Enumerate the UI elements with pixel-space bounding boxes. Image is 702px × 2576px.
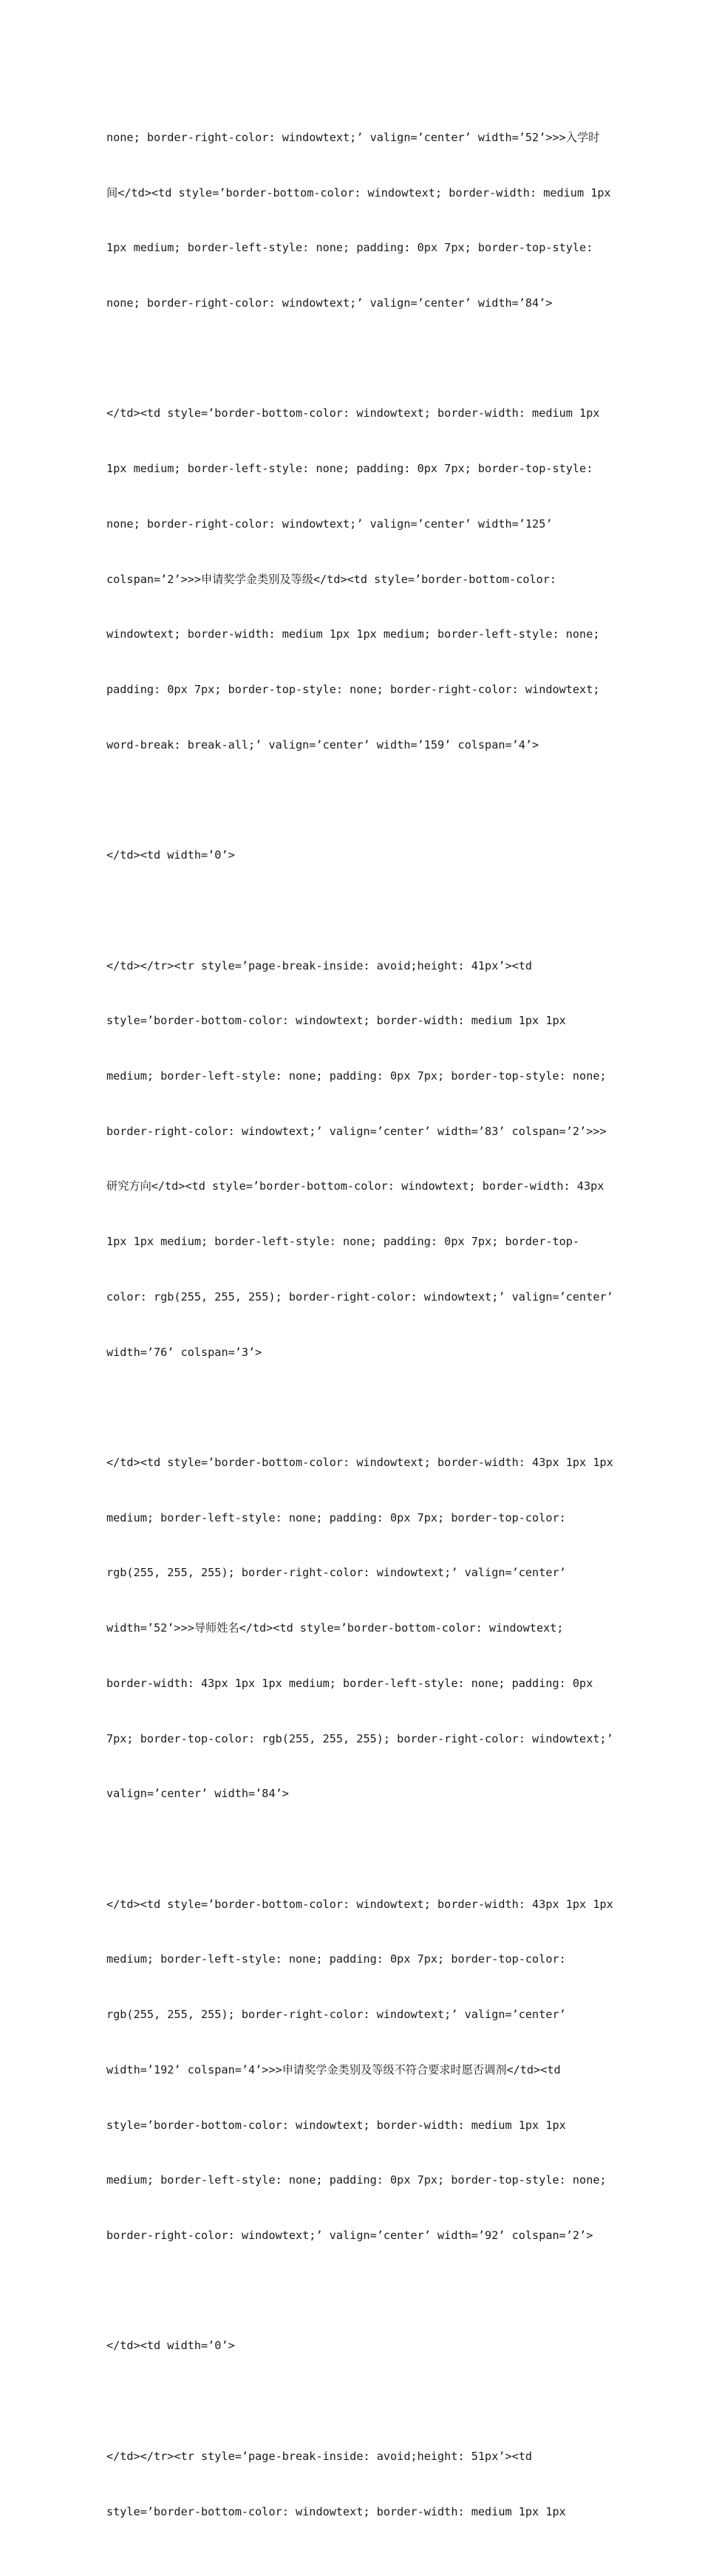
text-line: none; border-right-color: windowtext;’ valign=’center’ width=’125’ (106, 517, 553, 531)
paragraph (106, 1417, 613, 1840)
text-line: width=’52’>>>导师姓名</td><td style=’border-bottom-color: windowtext; (106, 1621, 564, 1635)
text-line: 研究方向</td><td style=’border-bottom-color: windowtext; border-width: 43px (106, 1179, 604, 1193)
text-line: valign=’center’ width=’84’> (106, 1787, 289, 1801)
text-line: color: rgb(255, 255, 255); border-right-color: windowtext;’ valign=’center’ (106, 1289, 613, 1304)
text-line: 1px medium; border-left-style: none; padding: 0px 7px; border-top-style: (106, 241, 593, 255)
text-line: </td></tr><tr style=’page-break-inside: avoid;height: 41px’><td (106, 958, 533, 972)
text-line: none; border-right-color: windowtext;’ valign=’center’ width=’84’> (106, 296, 553, 310)
text-line: 间</td><td style=’border-bottom-color: windowtext; border-width: medium 1px (106, 185, 611, 200)
text-line: style=’border-bottom-color: windowtext; border-width: medium 1px 1px (106, 1014, 566, 1028)
text-line: </td><td width=’0’> (106, 2339, 235, 2353)
text-line: 1px 1px medium; border-left-style: none; padding: 0px 7px; border-top- (106, 1235, 580, 1249)
text-line: </td><td style=’border-bottom-color: windowtext; border-width: medium 1px (106, 406, 600, 420)
paragraph (106, 809, 598, 902)
paragraph (106, 2300, 598, 2393)
text-line: medium; border-left-style: none; padding: 0px 7px; border-top-color: (106, 1952, 566, 1966)
text-line: width=’192’ colspan=’4’>>>申请奖学金类别及等级不符合要求时愿否调剂</td><td (106, 2062, 561, 2076)
text-line: border-width: 43px 1px 1px medium; border-left-style: none; padding: 0px (106, 1676, 593, 1690)
text-line: style=’border-bottom-color: windowtext; border-width: medium 1px 1px (106, 2118, 566, 2132)
text-line: medium; border-left-style: none; padding: 0px 7px; border-top-style: none; (106, 1069, 607, 1083)
text-line: rgb(255, 255, 255); border-right-color: windowtext;’ valign=’center’ (106, 2008, 566, 2022)
document-page (106, 92, 613, 2576)
text-line: none; border-right-color: windowtext;’ valign=’center’ width=’52’>>>入学时 (106, 130, 600, 144)
paragraph (106, 92, 611, 350)
text-line: medium; border-left-style: none; padding: 0px 7px; border-top-style: none; (106, 2173, 607, 2187)
text-line: width=’76’ colspan=’3’> (106, 1345, 262, 1359)
paragraph (106, 920, 613, 1399)
text-line: border-right-color: windowtext;’ valign=’center’ width=’92’ colspan=’2’> (106, 2229, 593, 2243)
text-line: windowtext; border-width: medium 1px 1px medium; border-left-style: none; (106, 627, 600, 641)
text-line: rgb(255, 255, 255); border-right-color: windowtext;’ valign=’center’ (106, 1566, 566, 1580)
text-line: style=’border-bottom-color: windowtext; border-width: medium 1px 1px (106, 2504, 566, 2518)
text-line: padding: 0px 7px; border-top-style: none; border-right-color: windowtext; (106, 682, 600, 696)
paragraph (106, 2410, 598, 2558)
paragraph (106, 1858, 613, 2282)
text-line: word-break: break-all;’ valign=’center’ width=’159’ colspan=’4’> (106, 737, 539, 752)
text-line: medium; border-left-style: none; padding: 0px 7px; border-top-color: (106, 1510, 566, 1524)
text-line: 1px medium; border-left-style: none; padding: 0px 7px; border-top-style: (106, 462, 593, 476)
text-line: </td><td style=’border-bottom-color: windowtext; border-width: 43px 1px 1px (106, 1897, 613, 1911)
text-line: </td><td style=’border-bottom-color: windowtext; border-width: 43px 1px 1px (106, 1456, 613, 1469)
text-line: 7px; border-top-color: rgb(255, 255, 255); border-right-color: windowtext;’ (106, 1731, 613, 1745)
text-line: colspan=’2’>>>申请奖学金类别及等级</td><td style=’border-bottom-color: (106, 572, 557, 586)
text-line: </td><td width=’0’> (106, 848, 235, 862)
paragraph (106, 368, 598, 791)
text-line: </td></tr><tr style=’page-break-inside: avoid;height: 51px’><td (106, 2449, 533, 2463)
text-line: border-right-color: windowtext;’ valign=’center’ width=’83’ colspan=’2’>>> (106, 1124, 607, 1138)
